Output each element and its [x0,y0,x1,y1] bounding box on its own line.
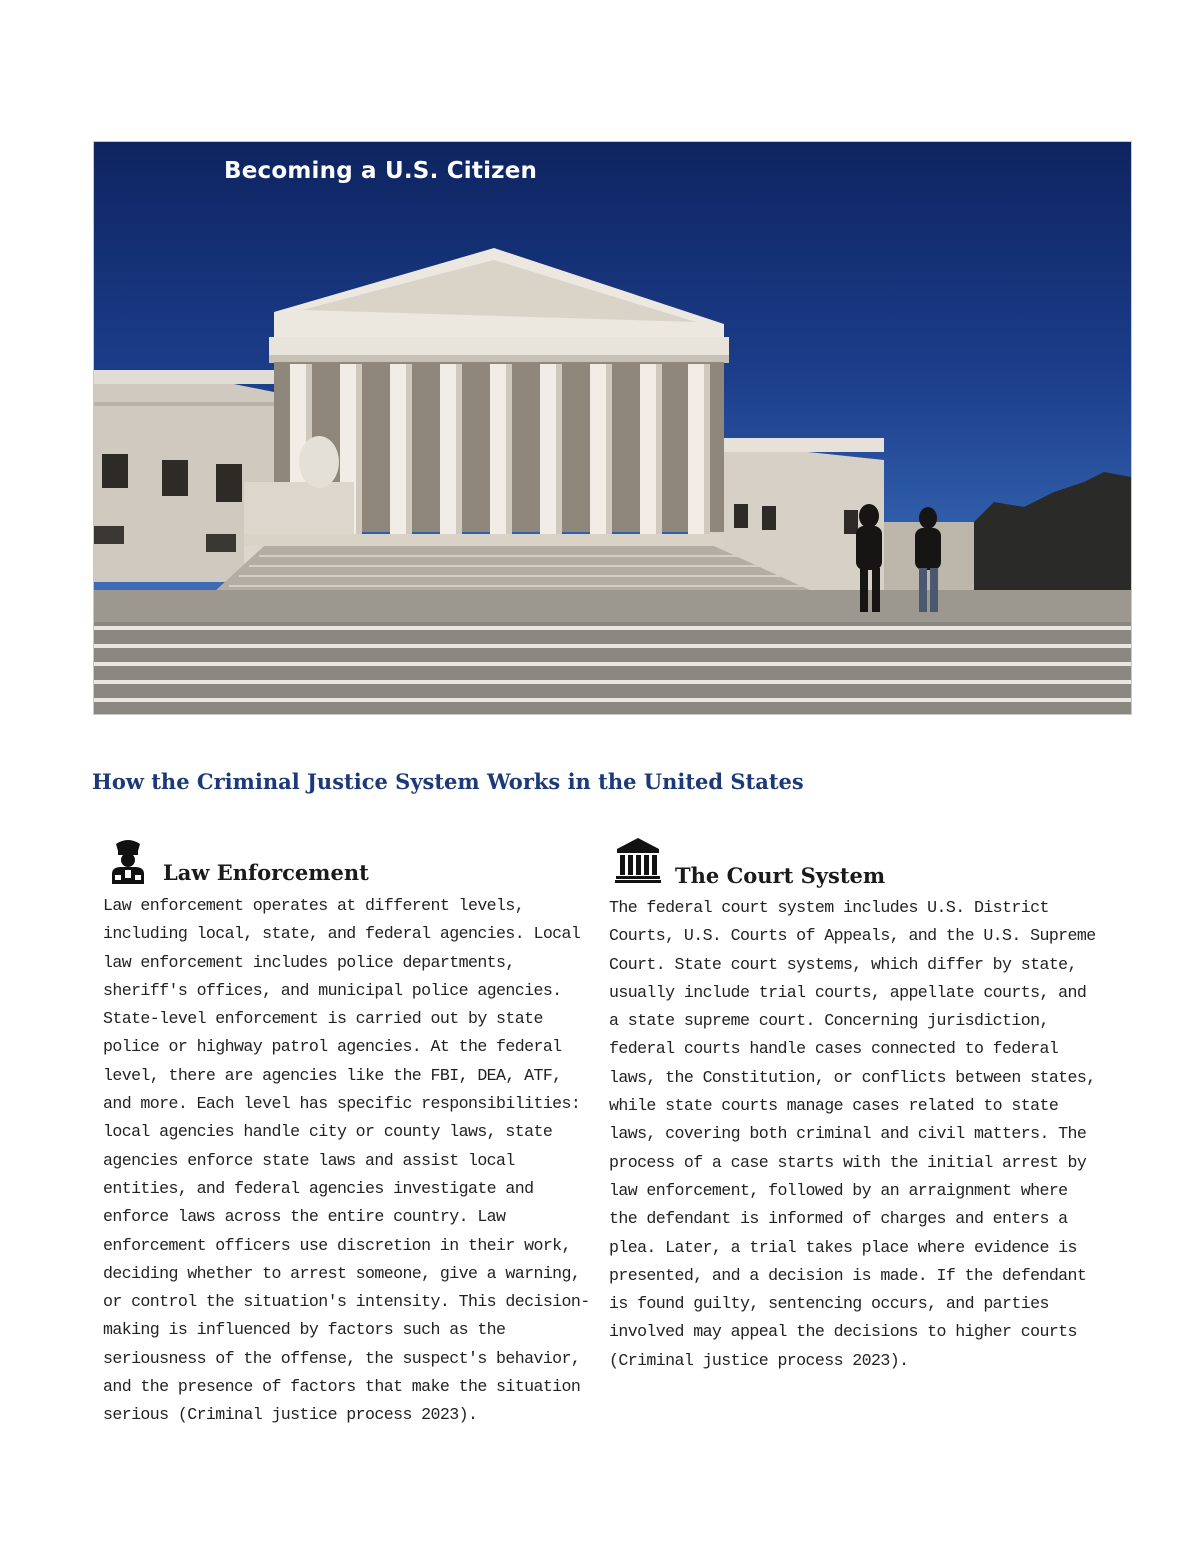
section-law-enforcement [103,832,593,1430]
section-header [609,832,1099,894]
supreme-court-illustration [94,142,1131,714]
section-title: Law Enforcement [163,860,369,885]
section-body: Law enforcement operates at different levels, including local, state, and federal agencies. Local law enforcement includes police departments, sheriff's offices, and municipal police agencies. State-level enforcement is carried out by state police or highway patrol agencies. At the federal level, there are agencies like the FBI, DEA, ATF, and more. Each level has specific responsibilities: local agencies handle city or county laws, state agencies enforce state laws and assist local entities, and federal agencies investigate and enforce laws across the entire country. Law enforcement officers use discretion in their work, deciding whether to arrest someone, give a warning, or control the situation's intensity. This decision-making is influenced by factors such as the seriousness of the offense, the suspect's behavior, and the presence of factors that make the situation serious (Criminal justice process 2023). [103,896,590,1425]
hero-title: Becoming a U.S. Citizen [224,158,538,184]
section-header [103,832,593,892]
courthouse-icon [615,837,661,883]
page-heading: How the Criminal Justice System Works in the United States [92,769,804,794]
hero-image [93,141,1132,715]
police-officer-icon [108,838,148,884]
section-title: The Court System [675,863,886,888]
section-court-system [609,832,1099,1375]
section-body: The federal court system includes U.S. District Courts, U.S. Courts of Appeals, and the U.S. Supreme Court. State court systems, which differ by state, usually include trial courts, appellate courts, and a state supreme court. Concerning jurisdiction, federal courts handle cases connected to federal laws, the Constitution, or conflicts between states, while state courts manage cases related to state laws, covering both criminal and civil matters. The process of a case starts with the initial arrest by law enforcement, followed by an arraignment where the defendant is informed of charges and enters a plea. Later, a trial takes place where evidence is presented, and a decision is made. If the defendant is found guilty, sentencing occurs, and parties involved may appeal the decisions to higher courts (Criminal justice process 2023). [609,898,1096,1370]
